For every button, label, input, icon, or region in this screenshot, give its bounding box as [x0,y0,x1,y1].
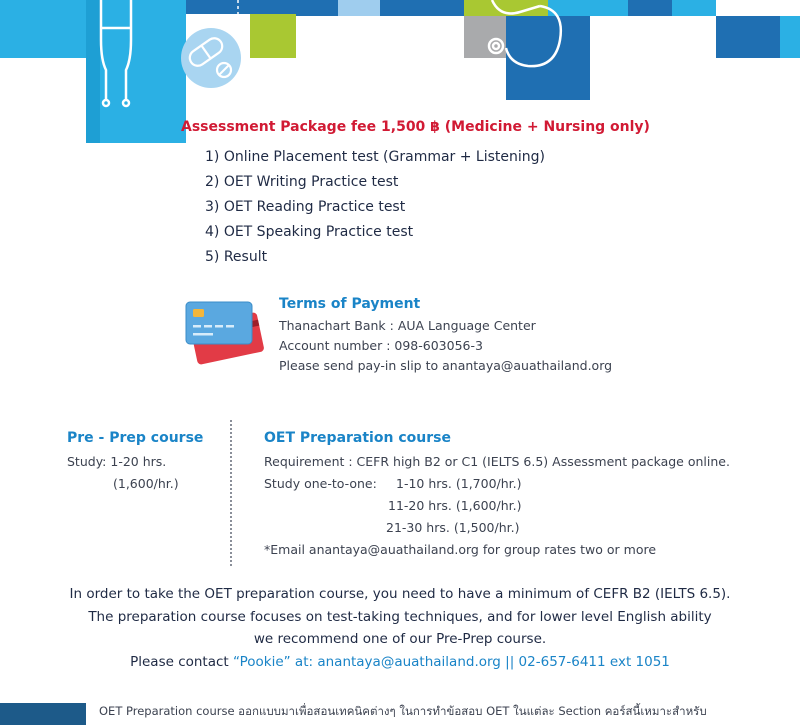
notes-line: we recommend one of our Pre-Prep course. [253,631,547,647]
oet-requirement: Requirement : CEFR high B2 or C1 (IELTS 6.5) Assessment package online. [264,454,730,469]
course-notes [0,583,800,673]
crutch-icon [101,0,131,106]
assessment-package-title: Assessment Package fee 1,500 ฿ (Medicine + Nursing only) [181,119,650,135]
list-item: 3) OET Reading Practice test [205,199,406,215]
list-item: 5) Result [205,249,268,265]
bottom-banner-block [0,703,86,725]
oet-group-rates-note: *Email anantaya@auathailand.org for group rates two or more [264,542,657,557]
pre-prep-course-title: Pre - Prep course [67,430,204,446]
thai-description: OET Preparation course ออกแบบมาเพื่อสอนเทคนิคต่างๆ ในการทำข้อสอบ OET ในแต่ละ Section คอร์สนี้เหมาะสำหรับ [99,704,707,718]
oet-study-label: Study one-to-one: [264,476,377,491]
oet-rate-tier: 11-20 hrs. (1,600/hr.) [388,498,522,513]
pill-icon [181,28,241,88]
assessment-items-list [205,145,545,270]
column-divider [230,420,232,566]
terms-of-payment-title: Terms of Payment [279,296,421,312]
pre-prep-study-hours: Study: 1-20 hrs. [67,454,167,469]
list-item: 2) OET Writing Practice test [205,174,399,190]
bank-name: Thanachart Bank : AUA Language Center [279,318,536,333]
oet-course-title: OET Preparation course [264,430,451,446]
credit-card-icon [184,296,266,366]
contact-prefix: Please contact [130,653,229,670]
contact-details: “Pookie” at: anantaya@auathailand.org || 02-657-6411 ext 1051 [233,653,670,670]
payment-details [279,316,612,376]
pre-prep-rate: (1,600/hr.) [113,476,179,491]
pay-in-slip-note: Please send pay-in slip to anantaya@auathailand.org [279,358,613,373]
contact-line [0,651,800,674]
stethoscope-icon [489,0,561,66]
oet-rate-tier: 1-10 hrs. (1,700/hr.) [396,476,522,491]
list-item: 4) OET Speaking Practice test [205,224,414,240]
notes-line: The preparation course focuses on test-taking techniques, and for lower level English ability [88,608,712,625]
account-number: Account number : 098-603056-3 [279,338,483,353]
oet-rate-tier: 21-30 hrs. (1,500/hr.) [386,520,520,535]
list-item: 1) Online Placement test (Grammar + Listening) [205,149,546,165]
notes-line: In order to take the OET preparation course, you need to have a minimum of CEFR B2 (IELTS 6.5). [69,586,731,602]
